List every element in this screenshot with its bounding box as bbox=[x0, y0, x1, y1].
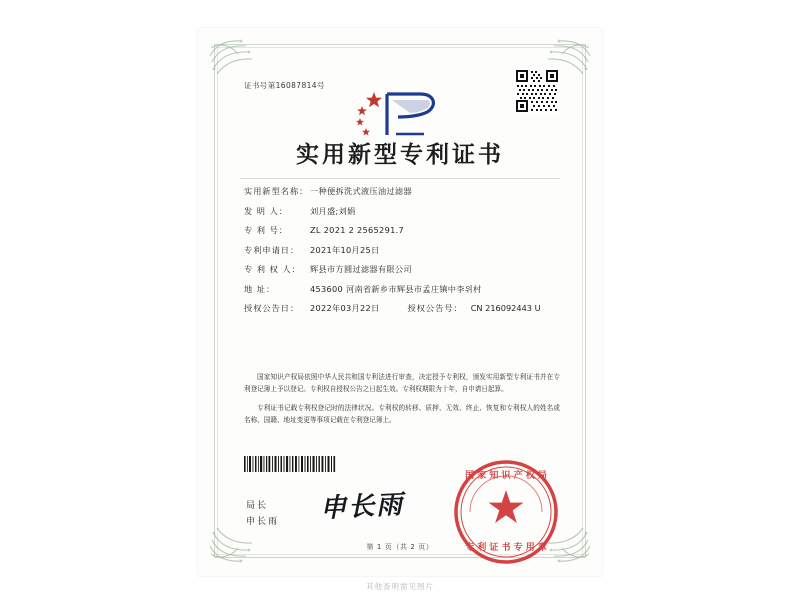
field-label: 实用新型名称： bbox=[244, 186, 309, 196]
page-title: 实用新型专利证书 bbox=[296, 141, 504, 168]
field-value: 2022年03月22日 bbox=[310, 303, 380, 314]
field-label: 专 利 号： bbox=[244, 225, 288, 236]
field-row bbox=[244, 186, 560, 197]
field-value: 453600 河南省新乡市辉县市孟庄镇中李위村 bbox=[310, 283, 482, 294]
director-name: 申长雨 bbox=[246, 517, 280, 527]
director-label: 局长 bbox=[246, 501, 269, 511]
grant-row bbox=[244, 303, 560, 314]
field-label: 发 明 人： bbox=[244, 205, 288, 216]
handwritten-signature: 申长雨 bbox=[319, 489, 405, 525]
field-row bbox=[244, 245, 560, 256]
title-divider bbox=[240, 178, 560, 179]
corner-ornament-icon bbox=[208, 38, 254, 84]
certificate-number: 证书号第16087814号 bbox=[244, 81, 325, 90]
paragraph: 专利证书记载专利权登记时的法律状况。专利权的转移、质押、无效、终止、恢复和专利权人的姓名或名称、国籍、地址变更等事项记载在专利登记簿上。 bbox=[244, 404, 560, 424]
field-label: 专 利 权 人： bbox=[244, 264, 301, 275]
watermark-note: 其他查明需见图片 bbox=[366, 582, 434, 591]
grant-number-label: 授权公告号： bbox=[407, 303, 463, 314]
svg-text:专 利 证 书 专 用 章: 专 利 证 书 专 用 章 bbox=[465, 543, 547, 553]
field-value: ZL 2021 2 2565291.7 bbox=[310, 225, 404, 236]
svg-text:国 家 知 识 产 权 局: 国 家 知 识 产 权 局 bbox=[465, 471, 547, 481]
page-number: 第 1 页（共 2 页） bbox=[366, 543, 434, 551]
field-label: 专利申请日： bbox=[244, 244, 300, 255]
patent-office-logo-icon bbox=[198, 86, 602, 140]
field-list bbox=[244, 186, 560, 323]
field-value: 2021年10月25日 bbox=[310, 244, 380, 255]
field-value: 刘月盛;刘娟 bbox=[310, 205, 356, 216]
legal-text bbox=[244, 372, 560, 434]
field-value: 辉县市方圆过滤器有限公司 bbox=[310, 264, 412, 275]
field-row bbox=[244, 206, 560, 217]
barcode-icon bbox=[244, 456, 336, 472]
grant-number-value: CN 216092443 U bbox=[470, 303, 541, 314]
field-row bbox=[244, 225, 560, 236]
paragraph: 国家知识产权局依照中华人民共和国专利法进行审查，决定授予专利权，颁发实用新型专利证书并在专利登记簿上予以登记。专利权自授权公告之日起生效。专利权期限为十年，自申请日起算。 bbox=[244, 373, 560, 393]
field-value: 一种便拆洗式液压油过滤器 bbox=[310, 186, 412, 196]
field-label: 授权公告日： bbox=[244, 303, 300, 314]
field-row bbox=[244, 264, 560, 275]
certificate-sheet bbox=[198, 28, 602, 576]
field-label: 地 址： bbox=[244, 283, 276, 294]
field-row bbox=[244, 284, 560, 295]
